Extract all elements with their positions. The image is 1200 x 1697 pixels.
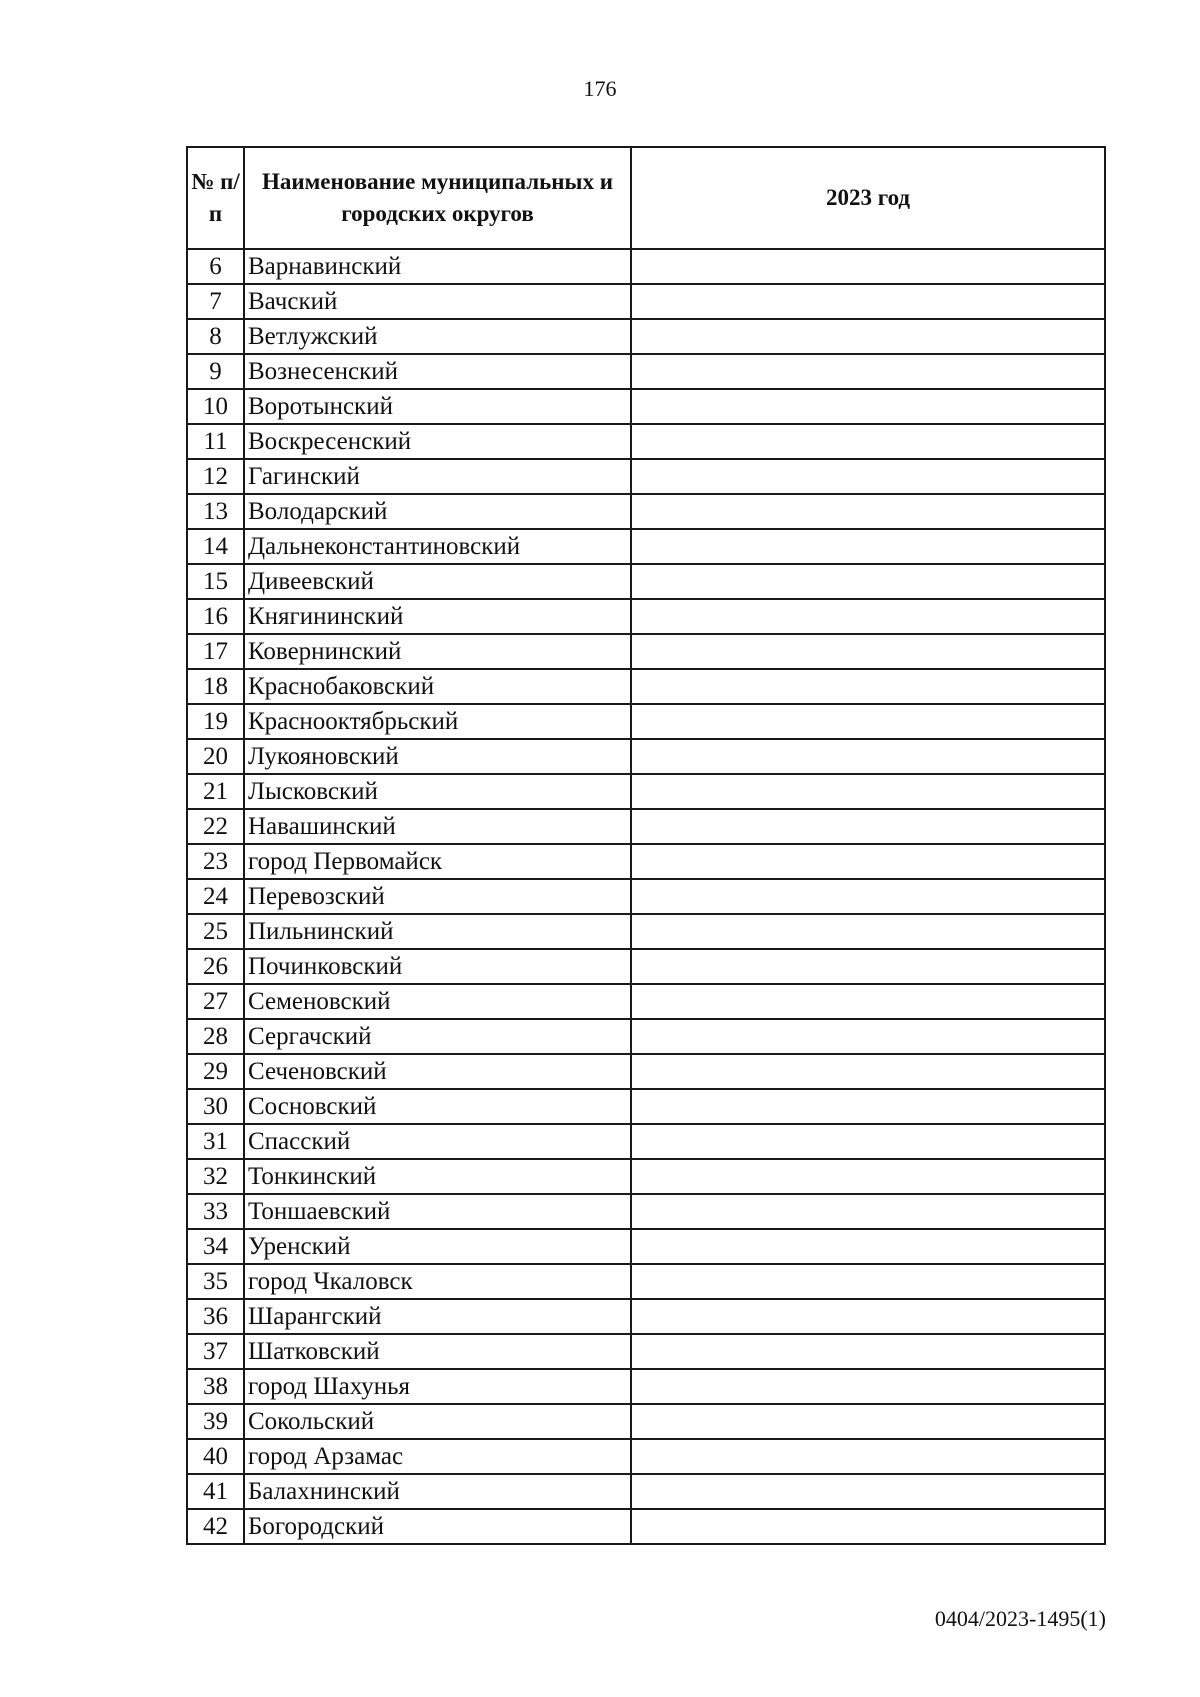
row-number: 32 bbox=[187, 1159, 244, 1194]
table-row bbox=[187, 739, 1105, 774]
table-row bbox=[187, 1404, 1105, 1439]
district-name: Сергачский bbox=[244, 1019, 631, 1054]
row-number: 12 bbox=[187, 459, 244, 494]
district-name: город Арзамас bbox=[244, 1439, 631, 1474]
year-2023-value bbox=[631, 459, 1105, 494]
year-2023-value bbox=[631, 1334, 1105, 1369]
year-2023-value bbox=[631, 284, 1105, 319]
table-row bbox=[187, 389, 1105, 424]
year-2023-value bbox=[631, 529, 1105, 564]
row-number: 19 bbox=[187, 704, 244, 739]
header-district-name: Наименование муниципальных и городских округов bbox=[244, 147, 631, 249]
table-row bbox=[187, 1369, 1105, 1404]
row-number: 18 bbox=[187, 669, 244, 704]
district-name: Володарский bbox=[244, 494, 631, 529]
row-number: 42 bbox=[187, 1509, 244, 1544]
row-number: 29 bbox=[187, 1054, 244, 1089]
row-number: 16 bbox=[187, 599, 244, 634]
year-2023-value bbox=[631, 739, 1105, 774]
districts-table-container bbox=[186, 146, 1104, 1545]
row-number: 17 bbox=[187, 634, 244, 669]
year-2023-value bbox=[631, 599, 1105, 634]
row-number: 26 bbox=[187, 949, 244, 984]
year-2023-value bbox=[631, 669, 1105, 704]
year-2023-value bbox=[631, 774, 1105, 809]
table-row bbox=[187, 704, 1105, 739]
year-2023-value bbox=[631, 984, 1105, 1019]
table-row bbox=[187, 424, 1105, 459]
row-number: 9 bbox=[187, 354, 244, 389]
document-code: 0404/2023-1495(1) bbox=[934, 1606, 1106, 1631]
table-row bbox=[187, 1124, 1105, 1159]
year-2023-value bbox=[631, 1509, 1105, 1544]
district-name: Ковернинский bbox=[244, 634, 631, 669]
row-number: 34 bbox=[187, 1229, 244, 1264]
row-number: 37 bbox=[187, 1334, 244, 1369]
table-row bbox=[187, 1509, 1105, 1544]
table-row bbox=[187, 669, 1105, 704]
district-name: Дивеевский bbox=[244, 564, 631, 599]
year-2023-value bbox=[631, 809, 1105, 844]
year-2023-value bbox=[631, 914, 1105, 949]
district-name: Лысковский bbox=[244, 774, 631, 809]
table-row bbox=[187, 1229, 1105, 1264]
table-row bbox=[187, 354, 1105, 389]
district-name: Перевозский bbox=[244, 879, 631, 914]
district-name: Богородский bbox=[244, 1509, 631, 1544]
district-name: Варнавинский bbox=[244, 249, 631, 284]
year-2023-value bbox=[631, 634, 1105, 669]
year-2023-value bbox=[631, 494, 1105, 529]
district-name: город Первомайск bbox=[244, 844, 631, 879]
district-name: Воротынский bbox=[244, 389, 631, 424]
row-number: 40 bbox=[187, 1439, 244, 1474]
row-number: 20 bbox=[187, 739, 244, 774]
table-row bbox=[187, 949, 1105, 984]
year-2023-value bbox=[631, 949, 1105, 984]
district-name: Семеновский bbox=[244, 984, 631, 1019]
row-number: 25 bbox=[187, 914, 244, 949]
year-2023-value bbox=[631, 1474, 1105, 1509]
district-name: Вачский bbox=[244, 284, 631, 319]
district-name: Спасский bbox=[244, 1124, 631, 1159]
year-2023-value bbox=[631, 564, 1105, 599]
year-2023-value bbox=[631, 1019, 1105, 1054]
row-number: 39 bbox=[187, 1404, 244, 1439]
table-row bbox=[187, 494, 1105, 529]
row-number: 15 bbox=[187, 564, 244, 599]
table-row bbox=[187, 634, 1105, 669]
row-number: 11 bbox=[187, 424, 244, 459]
district-name: Уренский bbox=[244, 1229, 631, 1264]
district-name: Шарангский bbox=[244, 1299, 631, 1334]
table-row bbox=[187, 914, 1105, 949]
year-2023-value bbox=[631, 389, 1105, 424]
district-name: Сокольский bbox=[244, 1404, 631, 1439]
district-name: Сосновский bbox=[244, 1089, 631, 1124]
district-name: город Чкаловск bbox=[244, 1264, 631, 1299]
year-2023-value bbox=[631, 424, 1105, 459]
district-name: Вознесенский bbox=[244, 354, 631, 389]
table-row bbox=[187, 1159, 1105, 1194]
year-2023-value bbox=[631, 249, 1105, 284]
district-name: Балахнинский bbox=[244, 1474, 631, 1509]
year-2023-value bbox=[631, 704, 1105, 739]
row-number: 10 bbox=[187, 389, 244, 424]
row-number: 14 bbox=[187, 529, 244, 564]
district-name: Сеченовский bbox=[244, 1054, 631, 1089]
table-row bbox=[187, 564, 1105, 599]
year-2023-value bbox=[631, 1264, 1105, 1299]
table-row bbox=[187, 319, 1105, 354]
year-2023-value bbox=[631, 354, 1105, 389]
table-row bbox=[187, 1334, 1105, 1369]
page-number: 176 bbox=[583, 76, 617, 101]
year-2023-value bbox=[631, 1369, 1105, 1404]
district-name: Навашинский bbox=[244, 809, 631, 844]
district-name: Починковский bbox=[244, 949, 631, 984]
row-number: 24 bbox=[187, 879, 244, 914]
row-number: 36 bbox=[187, 1299, 244, 1334]
table-row bbox=[187, 1089, 1105, 1124]
table-row bbox=[187, 529, 1105, 564]
year-2023-value bbox=[631, 1054, 1105, 1089]
year-2023-value bbox=[631, 319, 1105, 354]
row-number: 30 bbox=[187, 1089, 244, 1124]
district-name: Лукояновский bbox=[244, 739, 631, 774]
district-name: Краснобаковский bbox=[244, 669, 631, 704]
table-row bbox=[187, 1439, 1105, 1474]
district-name: Гагинский bbox=[244, 459, 631, 494]
district-name: Княгининский bbox=[244, 599, 631, 634]
table-row bbox=[187, 599, 1105, 634]
year-2023-value bbox=[631, 1194, 1105, 1229]
table-row bbox=[187, 1264, 1105, 1299]
districts-table bbox=[186, 146, 1106, 1545]
district-name: Ветлужский bbox=[244, 319, 631, 354]
year-2023-value bbox=[631, 844, 1105, 879]
table-row bbox=[187, 1194, 1105, 1229]
year-2023-value bbox=[631, 1124, 1105, 1159]
district-name: город Шахунья bbox=[244, 1369, 631, 1404]
row-number: 13 bbox=[187, 494, 244, 529]
table-row bbox=[187, 1019, 1105, 1054]
table-row bbox=[187, 809, 1105, 844]
table-body bbox=[187, 249, 1105, 1544]
year-2023-value bbox=[631, 1439, 1105, 1474]
table-row bbox=[187, 249, 1105, 284]
year-2023-value bbox=[631, 879, 1105, 914]
table-row bbox=[187, 774, 1105, 809]
district-name: Воскресенский bbox=[244, 424, 631, 459]
header-number: № п/п bbox=[187, 147, 244, 249]
district-name: Краснооктябрьский bbox=[244, 704, 631, 739]
row-number: 27 bbox=[187, 984, 244, 1019]
table-row bbox=[187, 1474, 1105, 1509]
row-number: 28 bbox=[187, 1019, 244, 1054]
district-name: Тонкинский bbox=[244, 1159, 631, 1194]
district-name: Пильнинский bbox=[244, 914, 631, 949]
row-number: 23 bbox=[187, 844, 244, 879]
year-2023-value bbox=[631, 1089, 1105, 1124]
table-header-row bbox=[187, 147, 1105, 249]
year-2023-value bbox=[631, 1229, 1105, 1264]
table-row bbox=[187, 284, 1105, 319]
district-name: Дальнеконстантиновский bbox=[244, 529, 631, 564]
year-2023-value bbox=[631, 1159, 1105, 1194]
year-2023-value bbox=[631, 1299, 1105, 1334]
row-number: 21 bbox=[187, 774, 244, 809]
row-number: 33 bbox=[187, 1194, 244, 1229]
table-row bbox=[187, 844, 1105, 879]
table-row bbox=[187, 879, 1105, 914]
table-row bbox=[187, 984, 1105, 1019]
district-name: Тоншаевский bbox=[244, 1194, 631, 1229]
header-year-2023: 2023 год bbox=[631, 147, 1105, 249]
row-number: 41 bbox=[187, 1474, 244, 1509]
row-number: 8 bbox=[187, 319, 244, 354]
row-number: 38 bbox=[187, 1369, 244, 1404]
row-number: 35 bbox=[187, 1264, 244, 1299]
table-row bbox=[187, 1054, 1105, 1089]
table-row bbox=[187, 1299, 1105, 1334]
row-number: 6 bbox=[187, 249, 244, 284]
table-row bbox=[187, 459, 1105, 494]
row-number: 7 bbox=[187, 284, 244, 319]
year-2023-value bbox=[631, 1404, 1105, 1439]
row-number: 22 bbox=[187, 809, 244, 844]
district-name: Шатковский bbox=[244, 1334, 631, 1369]
row-number: 31 bbox=[187, 1124, 244, 1159]
